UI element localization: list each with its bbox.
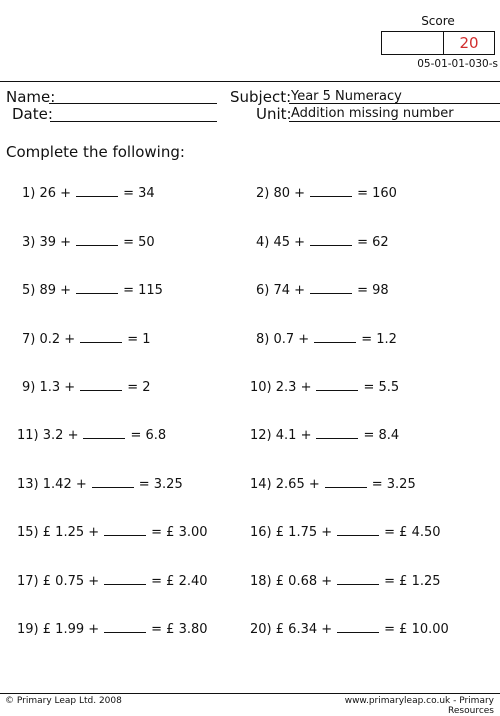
score-input[interactable] [382,32,444,54]
score-total: 20 [459,34,479,52]
answer-blank[interactable] [314,332,356,343]
question-number: 5) [22,283,36,298]
question-number: 20) [250,622,272,637]
question-right: = £ 3.00 [151,525,208,540]
question-13 [17,477,183,492]
worksheet-code: 05-01-01-030-s [417,58,498,70]
question-right: = £ 4.50 [384,525,441,540]
answer-blank[interactable] [76,186,118,197]
question-number: 3) [22,235,36,250]
footer-divider [0,693,500,694]
question-right: = 62 [357,235,389,250]
answer-blank[interactable] [337,622,379,633]
question-left: £ 6.34 + [275,622,333,637]
question-left: £ 1.99 + [42,622,100,637]
question-right: = 160 [357,186,397,201]
answer-blank[interactable] [83,428,125,439]
question-left: £ 1.25 + [42,525,100,540]
question-number: 19) [17,622,39,637]
question-number: 6) [256,283,270,298]
question-right: = 5.5 [363,380,400,395]
question-left: £ 0.68 + [275,574,333,589]
question-left: 26 + [39,186,72,201]
question-right: = 2 [127,380,151,395]
answer-blank[interactable] [80,380,122,391]
question-left: 4.1 + [275,428,312,443]
question-left: £ 1.75 + [275,525,333,540]
question-number: 4) [256,235,270,250]
question-number: 16) [250,525,272,540]
answer-blank[interactable] [76,283,118,294]
question-8 [256,332,397,347]
question-left: 0.7 + [273,332,310,347]
question-left: £ 0.75 + [42,574,100,589]
question-number: 11) [17,428,39,443]
answer-blank[interactable] [76,235,118,246]
question-3 [22,235,155,250]
answer-blank[interactable] [310,235,352,246]
question-19 [17,622,208,637]
question-left: 2.65 + [275,477,320,492]
question-right: = £ 1.25 [384,574,441,589]
date-field[interactable] [50,121,217,122]
question-right: = £ 2.40 [151,574,208,589]
question-2 [256,186,397,201]
answer-blank[interactable] [80,332,122,343]
question-number: 2) [256,186,270,201]
question-left: 39 + [39,235,72,250]
question-7 [22,332,150,347]
subject-value: Year 5 Numeracy [291,89,402,104]
unit-label: Unit: [256,105,292,123]
question-11 [17,428,166,443]
unit-value: Addition missing number [291,106,454,121]
question-right: = 1 [127,332,151,347]
answer-blank[interactable] [316,428,358,439]
question-left: 45 + [273,235,306,250]
question-number: 1) [22,186,36,201]
question-right: = 3.25 [371,477,416,492]
answer-blank[interactable] [325,477,367,488]
question-14 [250,477,416,492]
question-number: 8) [256,332,270,347]
question-number: 17) [17,574,39,589]
question-12 [250,428,399,443]
answer-blank[interactable] [337,574,379,585]
question-left: 74 + [273,283,306,298]
question-4 [256,235,389,250]
question-right: = £ 10.00 [384,622,449,637]
question-5 [22,283,163,298]
question-left: 0.2 + [39,332,76,347]
question-left: 1.3 + [39,380,76,395]
answer-blank[interactable] [316,380,358,391]
question-number: 18) [250,574,272,589]
question-17 [17,574,208,589]
question-15 [17,525,208,540]
question-9 [22,380,150,395]
question-number: 13) [17,477,39,492]
question-number: 7) [22,332,36,347]
score-label: Score [421,14,455,28]
question-right: = 115 [123,283,163,298]
question-right: = 34 [123,186,155,201]
question-right: = 1.2 [361,332,397,347]
question-right: = £ 3.80 [151,622,208,637]
question-right: = 3.25 [138,477,183,492]
question-16 [250,525,441,540]
question-number: 9) [22,380,36,395]
question-number: 10) [250,380,272,395]
answer-blank[interactable] [92,477,134,488]
question-1 [22,186,155,201]
question-number: 15) [17,525,39,540]
answer-blank[interactable] [310,186,352,197]
question-6 [256,283,389,298]
answer-blank[interactable] [337,525,379,536]
instructions: Complete the following: [6,143,185,161]
question-right: = 6.8 [130,428,167,443]
question-right: = 8.4 [363,428,400,443]
question-left: 2.3 + [275,380,312,395]
question-left: 80 + [273,186,306,201]
score-box [381,31,495,55]
header-divider [0,81,500,82]
unit-field [289,121,500,122]
footer-copyright: © Primary Leap Ltd. 2008 [5,696,122,706]
question-10 [250,380,399,395]
name-field[interactable] [49,103,217,104]
date-label: Date: [12,105,53,123]
question-18 [250,574,441,589]
answer-blank[interactable] [104,574,146,585]
question-left: 3.2 + [42,428,79,443]
question-right: = 98 [357,283,389,298]
answer-blank[interactable] [104,525,146,536]
answer-blank[interactable] [104,622,146,633]
name-label: Name: [6,88,56,106]
question-right: = 50 [123,235,155,250]
subject-label: Subject: [230,88,292,106]
question-number: 12) [250,428,272,443]
question-20 [250,622,449,637]
answer-blank[interactable] [310,283,352,294]
footer-website: www.primaryleap.co.uk - Primary Resources [344,696,494,716]
question-left: 89 + [39,283,72,298]
question-left: 1.42 + [42,477,87,492]
question-number: 14) [250,477,272,492]
